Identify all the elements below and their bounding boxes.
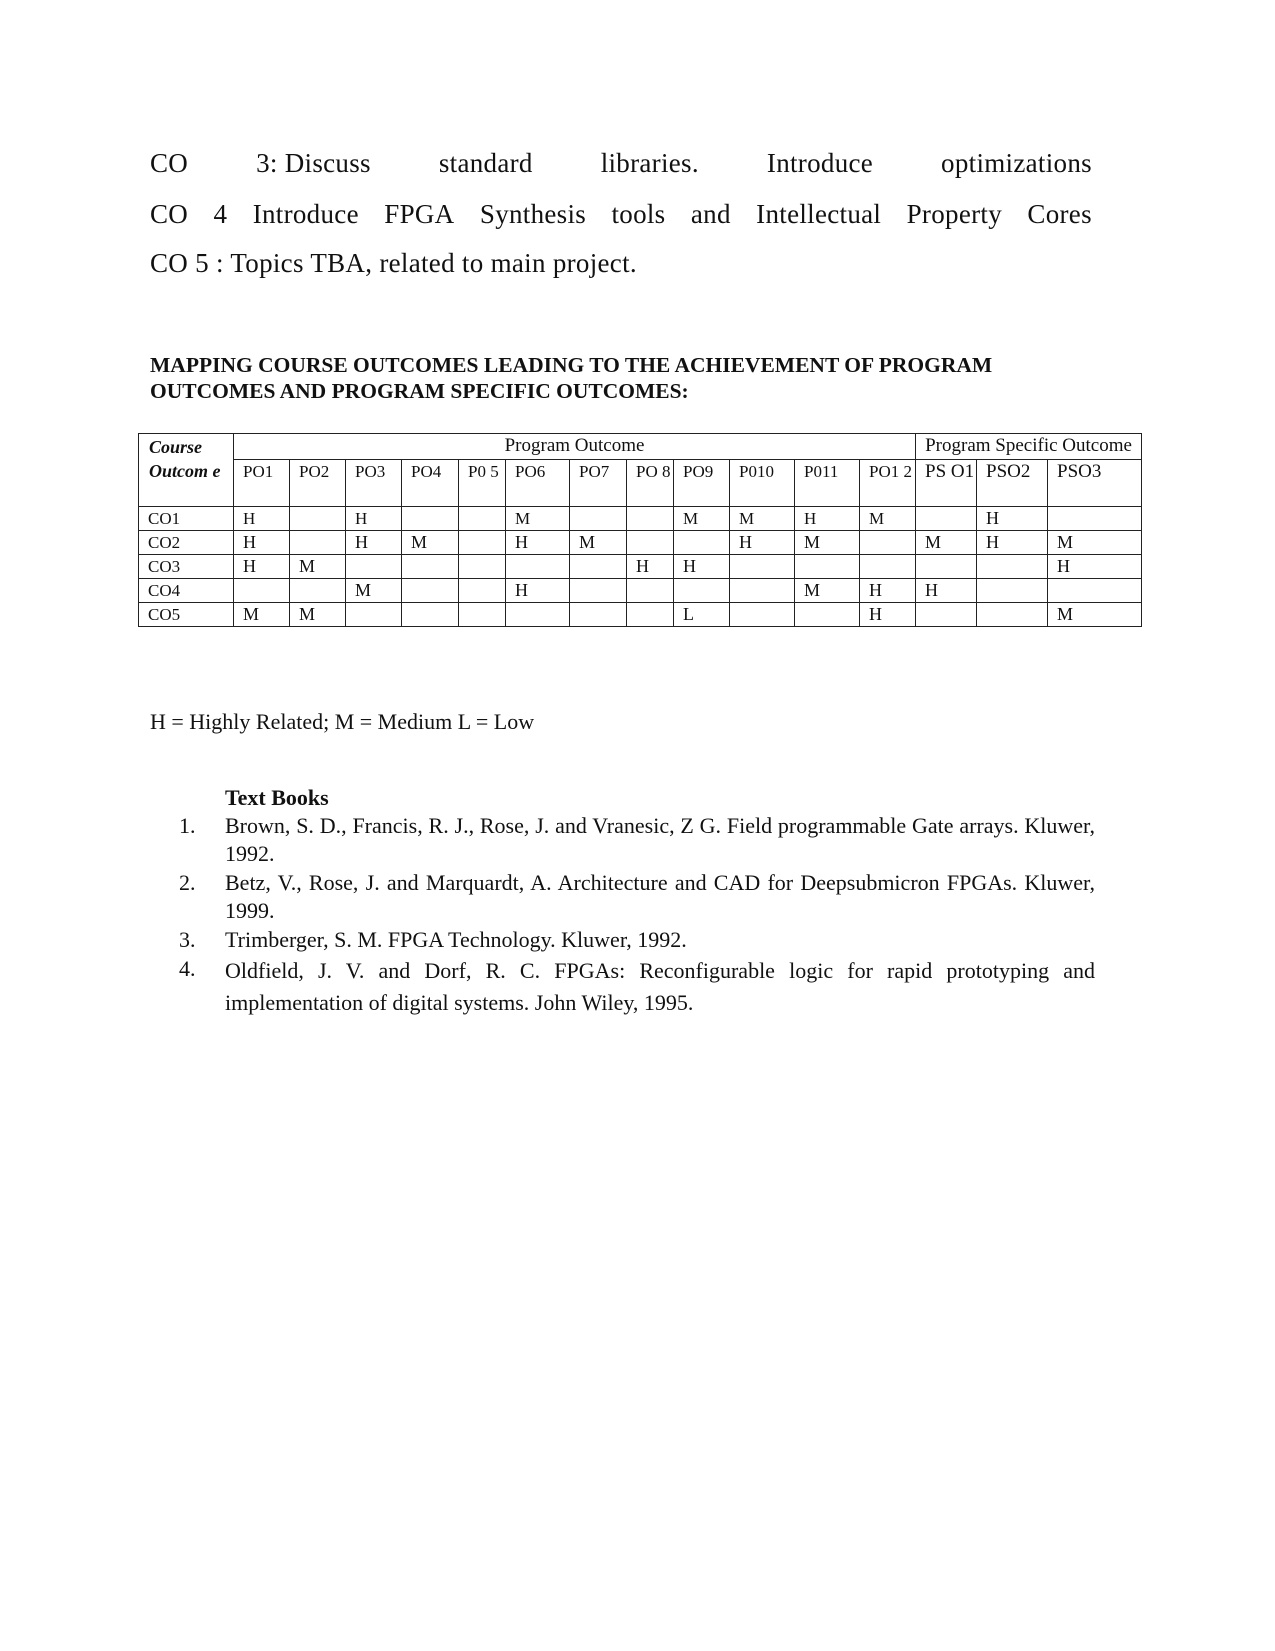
table-cell: M xyxy=(506,507,570,531)
table-cell: M xyxy=(795,579,860,603)
table-cell: M xyxy=(916,531,977,555)
column-header-row xyxy=(139,460,1142,507)
co3-word: standard xyxy=(438,148,533,178)
table-cell: H xyxy=(627,555,674,579)
table-cell: M xyxy=(730,507,795,531)
co4-word: Introduce xyxy=(252,199,359,229)
list-item xyxy=(175,812,1095,868)
table-row xyxy=(139,579,1142,603)
legend: H = Highly Related; M = Medium L = Low xyxy=(150,709,535,734)
text-books-list xyxy=(175,812,1095,1020)
table-cell xyxy=(506,555,570,579)
column-header: P011 xyxy=(795,460,860,507)
table-cell xyxy=(730,579,795,603)
list-item xyxy=(175,955,1095,1019)
table-cell: H xyxy=(506,579,570,603)
mapping-heading xyxy=(150,352,1110,404)
table-cell xyxy=(570,507,627,531)
column-header: PO7 xyxy=(570,460,627,507)
table-cell xyxy=(860,555,916,579)
table-cell: L xyxy=(674,603,730,627)
co3-word: 3: Discuss xyxy=(256,148,371,178)
list-item xyxy=(175,926,1095,954)
table-cell: M xyxy=(402,531,459,555)
table-cell xyxy=(674,531,730,555)
table-cell: H xyxy=(860,579,916,603)
table-cell xyxy=(674,579,730,603)
column-header: PO1 2 xyxy=(860,460,916,507)
table-cell xyxy=(402,507,459,531)
column-header: PO2 xyxy=(290,460,346,507)
book-citation: Trimberger, S. M. FPGA Technology. Kluwer, 1992. xyxy=(225,927,687,952)
table-cell: M xyxy=(570,531,627,555)
column-header: PO1 xyxy=(234,460,290,507)
table-cell: H xyxy=(234,507,290,531)
column-header: PO6 xyxy=(506,460,570,507)
list-number: 3. xyxy=(179,927,196,952)
table-cell xyxy=(234,579,290,603)
co4-word: Intellectual xyxy=(756,199,882,229)
table-cell: M xyxy=(860,507,916,531)
table-cell: H xyxy=(346,507,402,531)
table-cell xyxy=(977,603,1048,627)
table-cell xyxy=(290,507,346,531)
co3-word: optimizations xyxy=(941,148,1092,178)
table-cell: M xyxy=(234,603,290,627)
book-citation: Brown, S. D., Francis, R. J., Rose, J. and Vranesic, Z G. Field programmable Gate arrays. Kluwer, 1992. xyxy=(225,813,1095,866)
table-cell xyxy=(627,507,674,531)
program-outcome-header: Program Outcome xyxy=(234,434,916,460)
list-number: 1. xyxy=(179,813,196,838)
table-cell xyxy=(1048,579,1142,603)
column-header: PS O1 xyxy=(916,460,977,507)
co4-word: and xyxy=(690,199,731,229)
column-header: PO9 xyxy=(674,460,730,507)
table-cell xyxy=(402,579,459,603)
table-cell xyxy=(346,603,402,627)
table-cell xyxy=(459,555,506,579)
column-header: PSO3 xyxy=(1048,460,1142,507)
table-cell xyxy=(346,555,402,579)
co3-word: Introduce xyxy=(766,148,874,178)
table-cell: H xyxy=(916,579,977,603)
table-cell xyxy=(730,555,795,579)
column-header: PO 8 xyxy=(627,460,674,507)
co4-word: CO xyxy=(150,199,189,229)
column-header: PO3 xyxy=(346,460,402,507)
table-cell xyxy=(1048,507,1142,531)
table-row xyxy=(139,507,1142,531)
column-header: P0 5 xyxy=(459,460,506,507)
table-cell: M xyxy=(1048,603,1142,627)
table-cell xyxy=(627,603,674,627)
co3-word: CO xyxy=(150,148,189,178)
row-label: CO4 xyxy=(139,579,234,603)
program-specific-outcome-header: Program Specific Outcome xyxy=(916,434,1142,460)
table-cell xyxy=(627,579,674,603)
heading-line: OUTCOMES AND PROGRAM SPECIFIC OUTCOMES: xyxy=(150,379,689,403)
table-cell: H xyxy=(674,555,730,579)
table-cell: H xyxy=(1048,555,1142,579)
book-citation: Betz, V., Rose, J. and Marquardt, A. Architecture and CAD for Deepsubmicron FPGAs. Kluwer, 1999. xyxy=(225,870,1095,923)
text-books-title: Text Books xyxy=(225,785,329,810)
table-cell: H xyxy=(860,603,916,627)
table-cell xyxy=(860,531,916,555)
table-header-row xyxy=(139,434,1142,460)
table-cell xyxy=(730,603,795,627)
row-label: CO3 xyxy=(139,555,234,579)
table-cell: H xyxy=(234,555,290,579)
table-row xyxy=(139,555,1142,579)
heading-line: MAPPING COURSE OUTCOMES LEADING TO THE ACHIEVEMENT OF PROGRAM xyxy=(150,353,993,377)
table-cell xyxy=(916,603,977,627)
table-cell xyxy=(459,531,506,555)
table-cell: H xyxy=(730,531,795,555)
co4-word: Cores xyxy=(1027,199,1092,229)
row-label: CO5 xyxy=(139,603,234,627)
table-cell: H xyxy=(977,531,1048,555)
table-cell xyxy=(916,555,977,579)
table-cell xyxy=(402,555,459,579)
book-citation: Oldfield, J. V. and Dorf, R. C. FPGAs: Reconfigurable logic for rapid prototyping and implementation of digital systems. John Wiley, 1995. xyxy=(225,958,1095,1015)
co4-line xyxy=(150,199,1092,230)
table-cell xyxy=(795,603,860,627)
table-cell xyxy=(402,603,459,627)
table-row xyxy=(139,603,1142,627)
table-cell xyxy=(627,531,674,555)
table-cell xyxy=(459,579,506,603)
table-cell xyxy=(570,579,627,603)
list-item xyxy=(175,869,1095,925)
co3-line xyxy=(150,148,1092,179)
row-label-header: Course Outcom e xyxy=(139,434,234,507)
table-row xyxy=(139,531,1142,555)
table-cell: M xyxy=(346,579,402,603)
co4-word: 4 xyxy=(213,199,228,229)
table-cell: M xyxy=(795,531,860,555)
table-cell: H xyxy=(977,507,1048,531)
row-label: CO2 xyxy=(139,531,234,555)
table-cell xyxy=(916,507,977,531)
table-cell: M xyxy=(1048,531,1142,555)
co4-word: Synthesis xyxy=(479,199,587,229)
table-cell xyxy=(290,579,346,603)
table-cell: H xyxy=(346,531,402,555)
co5-line: CO 5 : Topics TBA, related to main project. xyxy=(150,248,637,278)
table-cell xyxy=(459,507,506,531)
table-cell: H xyxy=(795,507,860,531)
column-header: PSO2 xyxy=(977,460,1048,507)
table-cell: H xyxy=(234,531,290,555)
table-cell: M xyxy=(290,555,346,579)
column-header: P010 xyxy=(730,460,795,507)
table-cell xyxy=(977,555,1048,579)
column-header: PO4 xyxy=(402,460,459,507)
table-cell: M xyxy=(290,603,346,627)
table-cell xyxy=(977,579,1048,603)
table-cell xyxy=(570,603,627,627)
co3-word: libraries. xyxy=(600,148,699,178)
table-cell: H xyxy=(506,531,570,555)
co4-word: FPGA xyxy=(384,199,455,229)
list-number: 2. xyxy=(179,870,196,895)
row-label: CO1 xyxy=(139,507,234,531)
co4-word: tools xyxy=(611,199,666,229)
list-number: 4. xyxy=(179,956,196,981)
table-cell xyxy=(506,603,570,627)
co4-word: Property xyxy=(906,199,1002,229)
table-cell xyxy=(290,531,346,555)
table-cell xyxy=(570,555,627,579)
table-cell xyxy=(459,603,506,627)
table-cell: M xyxy=(674,507,730,531)
table-cell xyxy=(795,555,860,579)
mapping-table xyxy=(138,433,1142,627)
